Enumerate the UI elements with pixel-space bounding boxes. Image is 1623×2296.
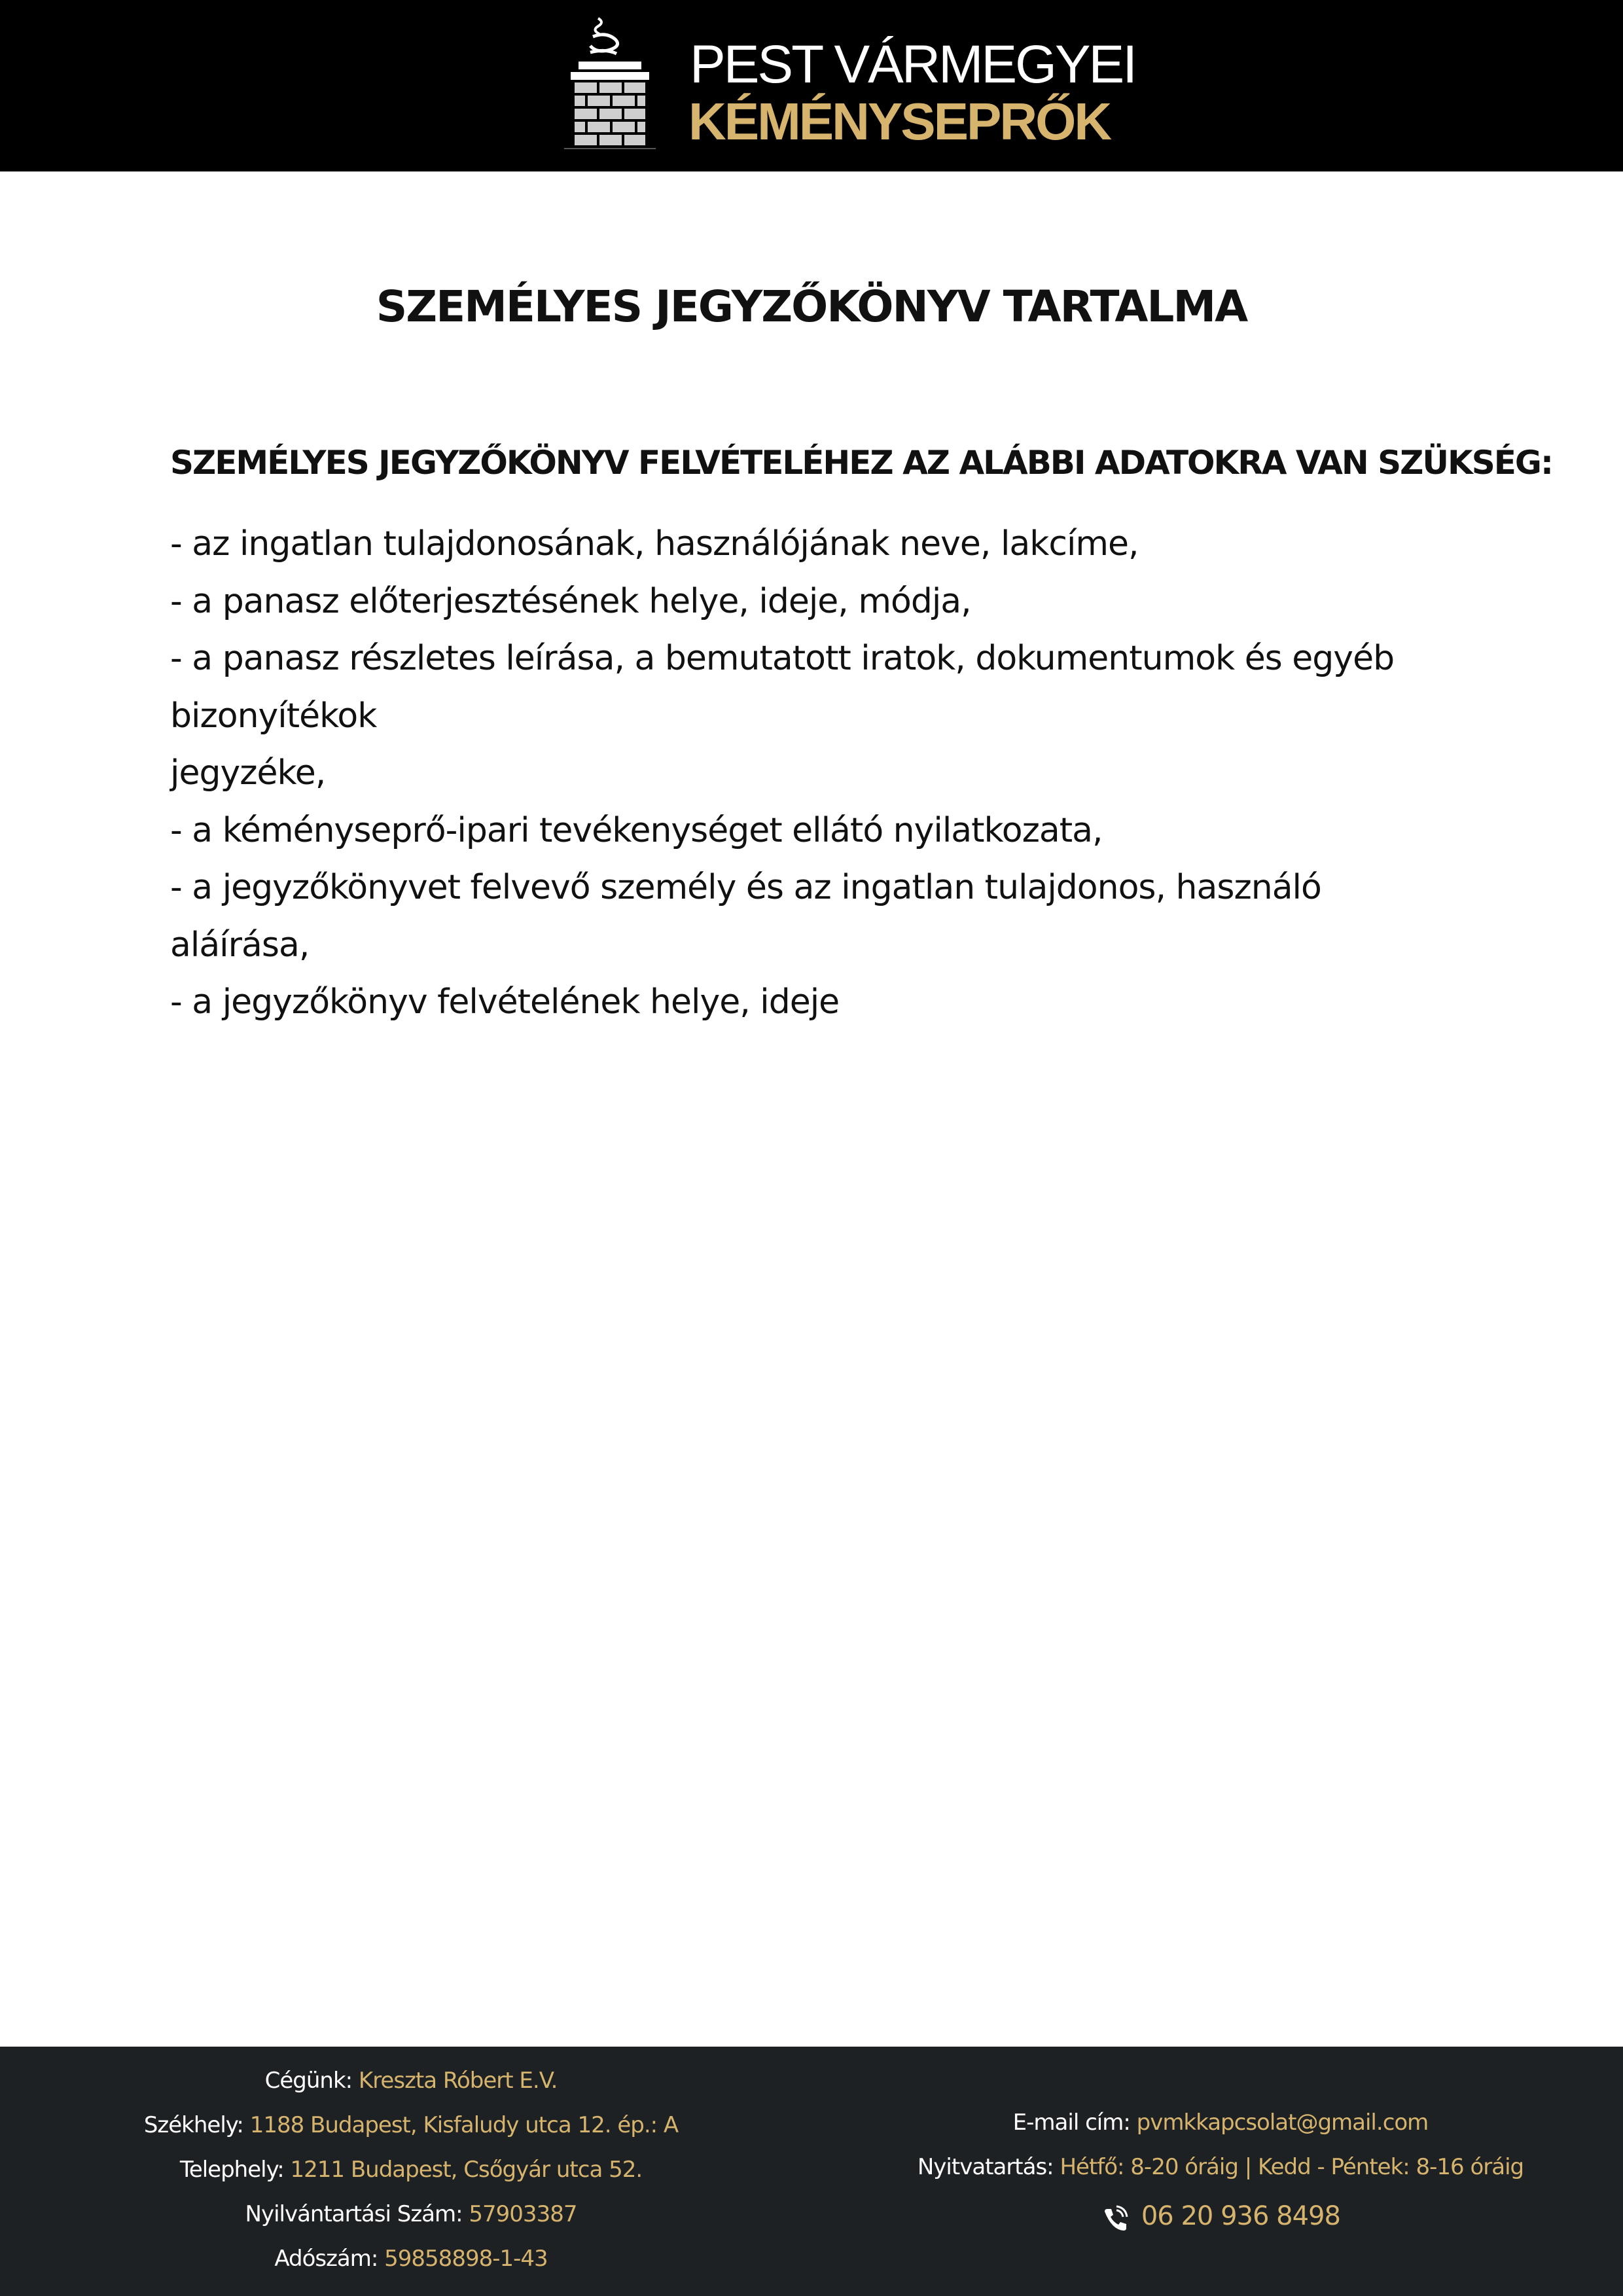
hours-value: Hétfő: 8-20 óráig | Kedd - Péntek: 8-16 óráig	[1060, 2154, 1524, 2180]
company-value: Kreszta Róbert E.V.	[358, 2068, 558, 2094]
footer-tax	[0, 2246, 822, 2272]
phone-number[interactable]: 06 20 936 8498	[1141, 2201, 1340, 2231]
email-link[interactable]: pvmkkapcsolat@gmail.com	[1136, 2109, 1429, 2136]
seat-value: 1188 Budapest, Kisfaludy utca 12. ép.: A	[249, 2112, 679, 2138]
page-title: SZEMÉLYES JEGYZŐKÖNYV TARTALMA	[376, 281, 1247, 332]
tax-value: 59858898-1-43	[384, 2246, 548, 2272]
list-item: - a jegyzőkönyvet felvevő személy és az ingatlan tulajdonos, használó aláírása,	[170, 868, 1321, 965]
site-label: Telephely:	[179, 2157, 284, 2183]
chimney-icon	[564, 14, 656, 152]
footer-phone[interactable]	[818, 2201, 1623, 2233]
footer-site	[0, 2157, 822, 2183]
email-label: E-mail cím:	[1012, 2109, 1130, 2136]
list-item: jegyzéke,	[170, 753, 326, 793]
hours-label: Nyitvatartás:	[917, 2154, 1054, 2180]
list-item: - a kéményseprő-ipari tevékenységet ellátó nyilatkozata,	[170, 810, 1103, 850]
footer-email	[818, 2109, 1623, 2136]
seat-label: Székhely:	[143, 2112, 243, 2138]
footer-company	[0, 2068, 822, 2094]
footer-seat	[0, 2112, 822, 2138]
registry-value: 57903387	[469, 2201, 577, 2227]
list-item: - a panasz részletes leírása, a bemutatott iratok, dokumentumok és egyéb bizonyítékok	[170, 639, 1395, 736]
brand-line-1: PEST VÁRMEGYEI	[690, 35, 1136, 94]
site-header	[0, 0, 1623, 171]
section-heading: SZEMÉLYES JEGYZŐKÖNYV FELVÉTELÉHEZ AZ ALÁBBI ADATOKRA VAN SZÜKSÉG:	[170, 444, 1552, 482]
list-item: - a panasz előterjesztésének helye, ideje, módja,	[170, 581, 971, 621]
list-item: - az ingatlan tulajdonosának, használójának neve, lakcíme,	[170, 524, 1139, 564]
brand-line-2: KÉMÉNYSEPRŐK	[688, 92, 1111, 151]
registry-label: Nyilvántartási Szám:	[245, 2201, 463, 2227]
phone-icon	[1101, 2205, 1128, 2233]
site-value: 1211 Budapest, Csőgyár utca 52.	[290, 2157, 643, 2183]
company-label: Cégünk:	[264, 2068, 353, 2094]
brand-logo[interactable]	[564, 14, 1136, 152]
tax-label: Adószám:	[274, 2246, 378, 2272]
footer-registry	[0, 2201, 822, 2227]
footer-hours	[818, 2154, 1623, 2180]
site-footer	[0, 2047, 1623, 2296]
list-item: - a jegyzőkönyv felvételének helye, ideje	[170, 982, 840, 1022]
requirements-list	[170, 516, 1466, 1031]
